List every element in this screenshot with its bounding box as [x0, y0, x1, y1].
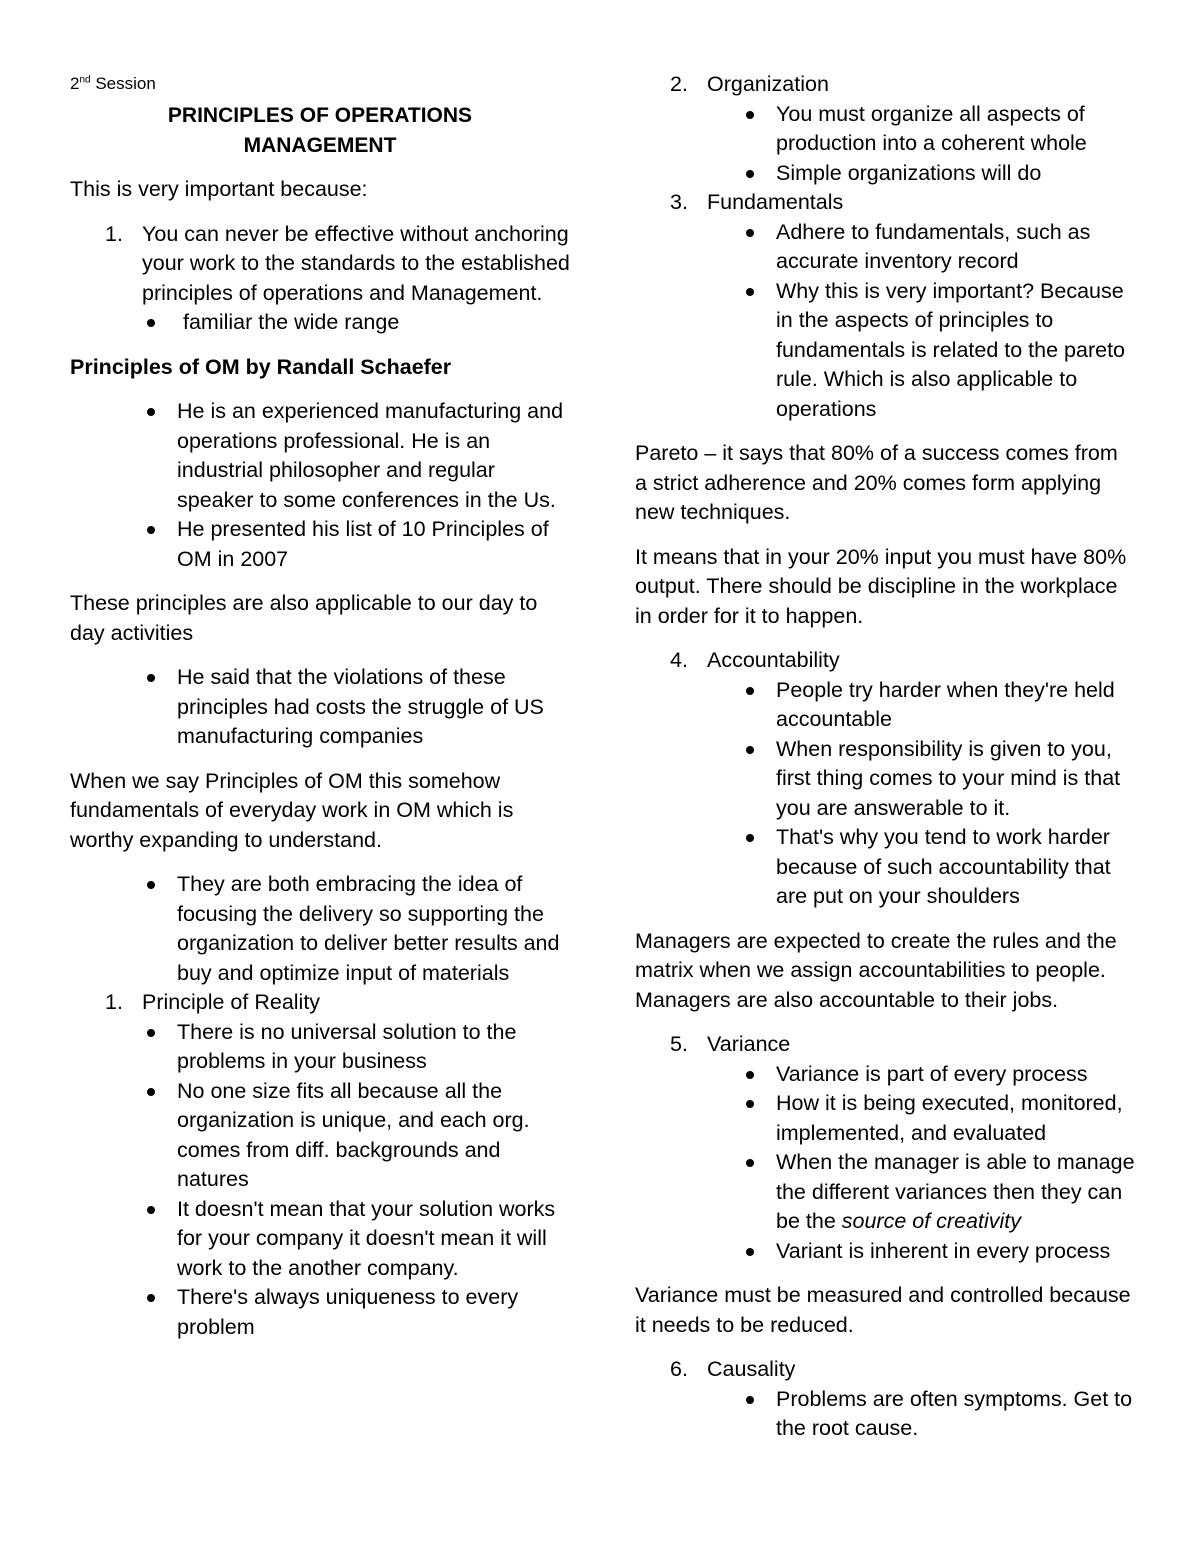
item-number: 3. — [670, 190, 688, 214]
intro-paragraph: This is very important because: — [70, 177, 368, 201]
item-number: 2. — [670, 72, 688, 96]
list-item — [741, 1148, 1135, 1237]
right-column — [635, 70, 1135, 1444]
item-number: 6. — [670, 1357, 688, 1381]
causality-bullet-list — [741, 1385, 1135, 1444]
list-item: familiar the wide range — [142, 308, 570, 338]
title-line-1: PRINCIPLES OF OPERATIONS — [167, 104, 473, 127]
variance-bullet-list — [741, 1060, 1135, 1267]
accountability-bullet-list — [741, 676, 1135, 912]
pareto-paragraph: Pareto – it says that 80% of a success comes from a strict adherence and 20% comes form applying new techniques. — [635, 441, 1118, 524]
list-item: Variant is inherent in every process — [741, 1237, 1135, 1267]
numbered-item-reality — [70, 988, 570, 1018]
bullet-text: When the manager is able to manage the different variances then they can be the — [776, 1150, 1135, 1233]
item-number: 4. — [670, 648, 688, 672]
list-item: It doesn't mean that your solution works for your company it doesn't mean it will work to the another company. — [142, 1195, 570, 1284]
numbered-item-organization — [635, 70, 1135, 100]
list-item: People try harder when they're held accountable — [741, 676, 1135, 735]
list-item: They are both embracing the idea of focusing the delivery so supporting the organization to deliver better results and buy and optimize input of materials — [142, 870, 570, 988]
means-paragraph: It means that in your 20% input you must have 80% output. There should be discipline in the workplace in order for it to happen. — [635, 544, 1127, 628]
item-number: 5. — [670, 1032, 688, 1056]
embracing-bullet-list — [142, 870, 570, 988]
numbered-item-causality — [635, 1355, 1135, 1385]
list-item: You must organize all aspects of production into a coherent whole — [741, 100, 1135, 159]
list-item: Simple organizations will do — [741, 159, 1135, 189]
list-item: Why this is very important? Because in the aspects of principles to fundamentals is related to the pareto rule. Which is also applicable to operations — [741, 277, 1135, 425]
list-item: That's why you tend to work harder because of such accountability that are put on your shoulders — [741, 823, 1135, 912]
managers-paragraph: Managers are expected to create the rules and the matrix when we assign accountabilities to people. Managers are also accountable to their jobs. — [635, 928, 1117, 1012]
list-item: When responsibility is given to you, first thing comes to your mind is that you are answerable to it. — [741, 735, 1135, 824]
left-column — [70, 70, 570, 1342]
schaefer-heading: Principles of OM by Randall Schaefer — [70, 354, 452, 379]
title-line-2: MANAGEMENT — [243, 133, 397, 157]
item-label: Variance — [707, 1032, 791, 1056]
session-word: Session — [95, 74, 156, 93]
item-label: Principle of Reality — [142, 990, 321, 1014]
item-label: Accountability — [707, 648, 840, 672]
list-item: No one size fits all because all the organization is unique, and each org. comes from diff. backgrounds and natures — [142, 1077, 570, 1195]
fundamentals-bullet-list — [741, 218, 1135, 425]
violations-bullet-list — [142, 663, 570, 752]
list-item: Variance is part of every process — [741, 1060, 1135, 1090]
list-item: There is no universal solution to the problems in your business — [142, 1018, 570, 1077]
item-text: You can never be effective without anchoring your work to the standards to the established principles of operations and Management. — [142, 221, 570, 305]
reason-bullet-list — [142, 308, 570, 338]
list-item: He is an experienced manufacturing and operations professional. He is an industrial philosopher and regular speaker to some conferences in the Us. — [142, 397, 570, 515]
applicable-paragraph: These principles are also applicable to our day to day activities — [70, 591, 538, 645]
list-item: He said that the violations of these principles had costs the struggle of US manufacturing companies — [142, 663, 570, 752]
numbered-item-fundamentals — [635, 188, 1135, 218]
schaefer-bullet-list — [142, 397, 570, 574]
session-number: 2 — [70, 74, 80, 93]
session-label — [70, 70, 570, 98]
numbered-item-reason — [70, 220, 570, 309]
page-title — [70, 101, 570, 160]
italic-phrase: source of creativity — [841, 1209, 1021, 1233]
item-number: 1. — [105, 221, 123, 246]
session-suffix: nd — [79, 74, 91, 86]
list-item: Problems are often symptoms. Get to the root cause. — [741, 1385, 1135, 1444]
list-item: He presented his list of 10 Principles of OM in 2007 — [142, 515, 570, 574]
item-number: 1. — [105, 990, 123, 1014]
item-label: Causality — [707, 1357, 796, 1381]
list-item: Adhere to fundamentals, such as accurate inventory record — [741, 218, 1135, 277]
list-item: There's always uniqueness to every problem — [142, 1283, 570, 1342]
item-label: Organization — [707, 72, 829, 96]
organization-bullet-list — [741, 100, 1135, 189]
numbered-item-variance — [635, 1030, 1135, 1060]
reality-bullet-list — [142, 1018, 570, 1343]
list-item: How it is being executed, monitored, implemented, and evaluated — [741, 1089, 1135, 1148]
variance-paragraph: Variance must be measured and controlled because it needs to be reduced. — [635, 1283, 1131, 1337]
when-paragraph: When we say Principles of OM this somehow fundamentals of everyday work in OM which is worthy expanding to understand. — [70, 768, 514, 852]
numbered-item-accountability — [635, 646, 1135, 676]
item-label: Fundamentals — [707, 190, 844, 214]
